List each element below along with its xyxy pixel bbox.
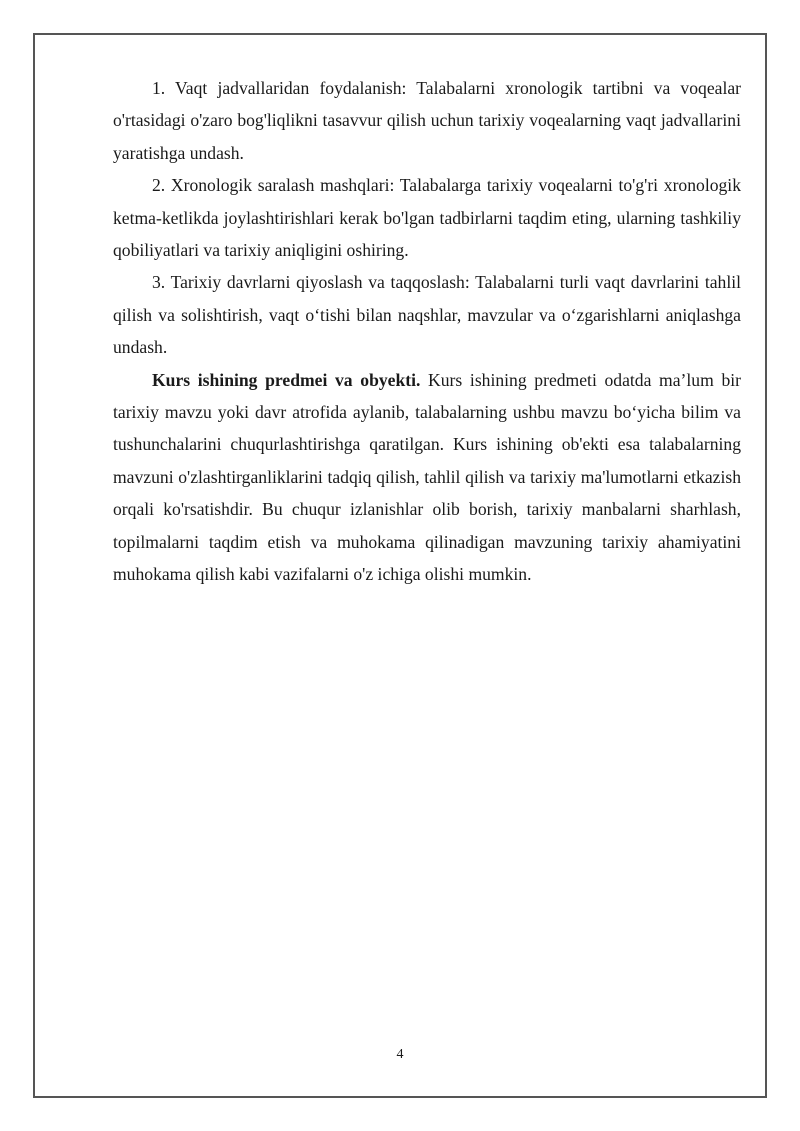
paragraph-text: 3. Tarixiy davrlarni qiyoslash va taqqoslash: Talabalarni turli vaqt davrlarini tahlil qilish va solishtirish, vaqt o‘tishi bilan naqshlar, mavzular va o‘zgarishlarni aniqlashga undash. (113, 272, 741, 358)
paragraph-timelines (113, 72, 741, 169)
document-body (113, 72, 741, 591)
section-heading: Kurs ishining predmei va obyekti. (152, 369, 421, 390)
paragraph-subject-object (113, 364, 741, 591)
paragraph-period-comparison (113, 266, 741, 363)
paragraph-text: Kurs ishining predmeti odatda ma’lum bir tarixiy mavzu yoki davr atrofida aylanib, talabalarning ushbu mavzu bo‘yicha bilim va tushunchalarini chuqurlashtirishga qaratilgan. Kurs ishining ob'ekti esa talabalarning mavzuni o'zlashtirganliklarini tadqiq qilish, tahlil qilish va tarixiy ma'lumotlarni etkazish orqali ko'rsatishdir. Bu chuqur izlanishlar olib borish, tarixiy manbalarni sharhlash, topilmalarni taqdim etish va muhokama qilinadigan mavzuning tarixiy ahamiyatini muhokama qilish kabi vazifalarni o'z ichiga olishi mumkin. (113, 369, 741, 585)
page-number: 4 (396, 1047, 404, 1062)
paragraph-text: 1. Vaqt jadvallaridan foydalanish: Talabalarni xronologik tartibni va voqealar o'rtasidagi o'zaro bog'liqlikni tasavvur qilish uchun tarixiy voqealarning vaqt jadvallarini yaratishga undash. (113, 78, 741, 163)
paragraph-chronological-sorting (113, 169, 741, 266)
paragraph-text: 2. Xronologik saralash mashqlari: Talabalarga tarixiy voqealarni to'g'ri xronologik ketma-ketlikda joylashtirishlari kerak bo'lgan tadbirlarni taqdim eting, ularning tashkiliy qobiliyatlari va tarixiy aniqligini oshiring. (113, 175, 741, 261)
